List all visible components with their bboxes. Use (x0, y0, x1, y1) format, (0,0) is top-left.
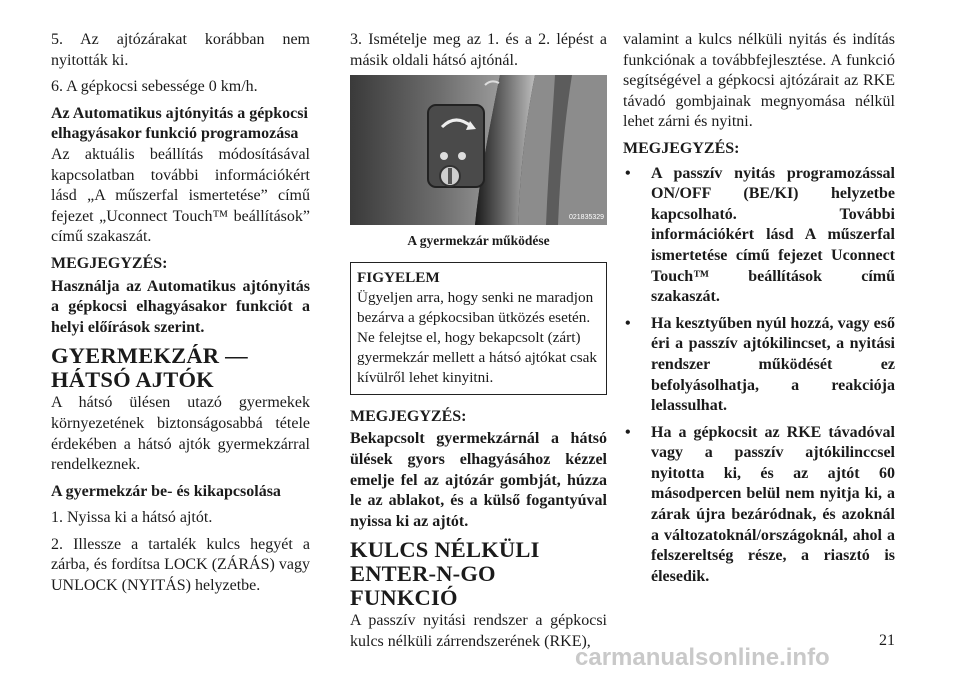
note-label: MEGJEGYZÉS: (51, 254, 168, 272)
bullet-text: Ha a gépkocsit az RKE távadóval vagy a passzív ajtókilinccsel nyitotta ki, és az ajtót 60 másodpercen belül nem nyitja ki, a zárak újra bezáródnak, és azoknál a változatoknál/országoknál, ahol a felszereltség része, a riasztó is élesedik. (651, 423, 895, 585)
photo-code: 021835329 (569, 214, 605, 222)
note-label: MEGJEGYZÉS: (350, 407, 467, 425)
note-text: Használja az Automatikus ajtónyitás a gépkocsi elhagyásakor funkciót a helyi előírások szerint. (51, 277, 310, 336)
section-title-child-lock: GYERMEKZÁR — HÁTSÓ AJTÓK (51, 343, 248, 393)
page-number: 21 (879, 632, 895, 649)
bullet-text: Ha kesztyűben nyúl hozzá, vagy eső éri a passzív ajtókilincset, a nyitási rendszer működését ez befolyásolhatja, a reakciója lelassulhat. (651, 314, 895, 415)
note-bullet (623, 164, 895, 308)
column-left (51, 30, 310, 603)
warning-title: FIGYELEM (357, 268, 440, 286)
step-5: 5. Az ajtózárakat korábban nem nyitották ki. (51, 31, 310, 69)
watermark: carmanualsonline.info (575, 644, 830, 671)
warning-text: Ügyeljen arra, hogy senki ne maradjon bezárva a gépkocsiban ütközés esetén. Ne felejtse el, hogy bekapcsolt (zárt) gyermekzár mellett a hátsó ajtókat csak kívülről lehet kinyitni. (357, 288, 597, 386)
bullet-icon: • (625, 423, 631, 441)
keyless-body: A passzív nyitási rendszer a gépkocsi kulcs nélküli zárrendszerének (RKE), (350, 612, 607, 650)
step-3: 3. Ismételje meg az 1. és a 2. lépést a másik oldali hátsó ajtónál. (350, 31, 607, 69)
step-6: 6. A gépkocsi sebessége 0 km/h. (51, 78, 258, 96)
keyless-body-continued: valamint a kulcs nélküli nyitás és indítás funkciónak a továbbfejlesztése. A funkció segítségével a gépkocsi ajtózárait az RKE távadó gombjainak megnyomása nélkül lehet zárni és nyitni. (623, 31, 895, 131)
auto-unlock-heading: Az Automatikus ajtónyitás a gépkocsi elhagyásakor funkció programozása (51, 104, 308, 143)
note-bullet (623, 314, 895, 417)
note-text: Bekapcsolt gyermekzárnál a hátsó ülések gyors elhagyásához kézzel emelje fel az ajtózár gombját, húzza le az ablakot, és a külső fogantyúval nyissa ki az ajtót. (350, 430, 607, 530)
bullet-text: A passzív nyitás programozással ON/OFF (BE/KI) helyzetbe kapcsolható. További információkért lásd A műszerfal ismertetése című fejezet Uconnect Touch™ beállítások című szakaszát. (651, 164, 895, 306)
note-bullet (623, 423, 895, 588)
child-lock-photo (350, 75, 607, 225)
auto-unlock-body: Az aktuális beállítás módosításával kapcsolatban további információkért lásd „A műszerfal ismertetése” című fejezet „Uconnect Touch™ beállítások” című szakaszát. (51, 145, 310, 246)
warning-box (350, 262, 607, 395)
bullet-icon: • (625, 314, 631, 332)
photo-caption: A gyermekzár működése (407, 233, 550, 249)
step-1: 1. Nyissa ki a hátsó ajtót. (51, 509, 213, 527)
section-title-keyless: KULCS NÉLKÜLI ENTER-N-GO FUNKCIÓ (350, 537, 540, 611)
note-label: MEGJEGYZÉS: (623, 139, 740, 157)
step-2: 2. Illessze a tartalék kulcs hegyét a zárba, és fordítsa LOCK (ZÁRÁS) vagy UNLOCK (NYITÁS) helyzetbe. (51, 535, 310, 595)
column-right (623, 30, 895, 593)
child-lock-body: A hátsó ülésen utazó gyermekek környezetének biztonságosabbá tétele érdekében a hátsó ajtók gyermekzárral rendelkeznek. (51, 394, 310, 474)
bullet-icon: • (625, 164, 631, 182)
column-middle (350, 30, 607, 659)
child-lock-subheading: A gyermekzár be- és kikapcsolása (51, 482, 281, 500)
